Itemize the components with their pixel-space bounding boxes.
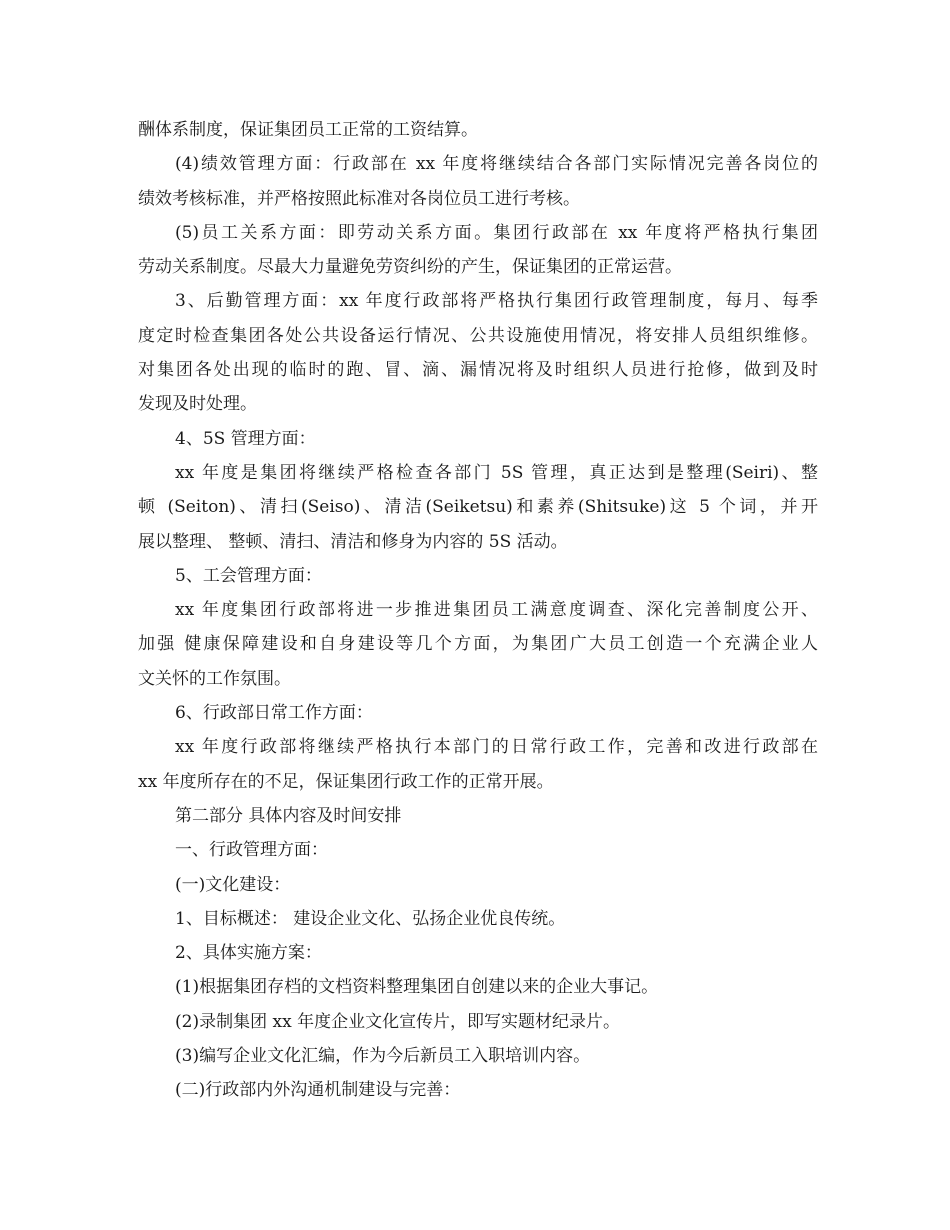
text-line: 4、5S 管理方面： <box>175 428 316 449</box>
text-line: xx 年度行政部将继续严格执行本部门的日常行政工作，完善和改进行政部在 <box>175 737 818 758</box>
text-line: xx 年度集团行政部将进一步推进集团员工满意度调查、深化完善制度公开、 <box>175 600 818 621</box>
text-line: (二)行政部内外沟通机制建设与完善： <box>175 1080 461 1101</box>
text-line: 发现及时处理。 <box>138 394 257 415</box>
text-line: 顿 (Seiton)、清扫(Seiso)、清洁(Seiketsu)和素养(Shitsuke)这 5 个词，并开 <box>138 497 818 518</box>
text-line: 3、后勤管理方面：xx 年度行政部将严格执行集团行政管理制度，每月、每季 <box>175 291 818 312</box>
text-line: 绩效考核标准，并严格按照此标准对各岗位员工进行考核。 <box>138 188 580 209</box>
text-line: 展以整理、 整顿、清扫、清洁和修身为内容的 5S 活动。 <box>138 531 568 552</box>
text-line: 文关怀的工作氛围。 <box>138 668 291 689</box>
text-line: xx 年度所存在的不足，保证集团行政工作的正常开展。 <box>138 771 554 792</box>
text-line: (3)编写企业文化汇编，作为今后新员工入职培训内容。 <box>175 1046 591 1067</box>
document-body <box>138 113 818 1108</box>
text-line: 劳动关系制度。尽最大力量避免劳资纠纷的产生，保证集团的正常运营。 <box>138 257 682 278</box>
text-line: 一、行政管理方面： <box>175 840 328 861</box>
text-line: 对集团各处出现的临时的跑、冒、滴、漏情况将及时组织人员进行抢修，做到及时 <box>138 360 818 381</box>
text-line: (1)根据集团存档的文档资料整理集团自创建以来的企业大事记。 <box>175 977 659 998</box>
text-line: 5、工会管理方面： <box>175 565 322 586</box>
text-line: (5)员工关系方面：即劳动关系方面。集团行政部在 xx 年度将严格执行集团 <box>175 222 818 243</box>
text-line: xx 年度是集团将继续严格检查各部门 5S 管理，真正达到是整理(Seiri)、整 <box>175 462 818 483</box>
text-line: 酬体系制度，保证集团员工正常的工资结算。 <box>138 120 478 140</box>
text-line: 1、目标概述： 建设企业文化、弘扬企业优良传统。 <box>175 908 566 929</box>
text-line: 6、行政部日常工作方面： <box>175 703 373 724</box>
text-line: 2、具体实施方案： <box>175 943 322 964</box>
text-line: (4)绩效管理方面：行政部在 xx 年度将继续结合各部门实际情况完善各岗位的 <box>175 154 818 175</box>
text-line: 加强 健康保障建设和自身建设等几个方面，为集团广大员工创造一个充满企业人 <box>138 634 818 655</box>
text-line: (一)文化建设： <box>175 874 291 895</box>
text-line: (2)录制集团 xx 年度企业文化宣传片，即写实题材纪录片。 <box>175 1011 621 1032</box>
text-line: 度定时检查集团各处公共设备运行情况、公共设施使用情况，将安排人员组织维修。 <box>138 325 818 346</box>
text-line: 第二部分 具体内容及时间安排 <box>175 805 402 826</box>
